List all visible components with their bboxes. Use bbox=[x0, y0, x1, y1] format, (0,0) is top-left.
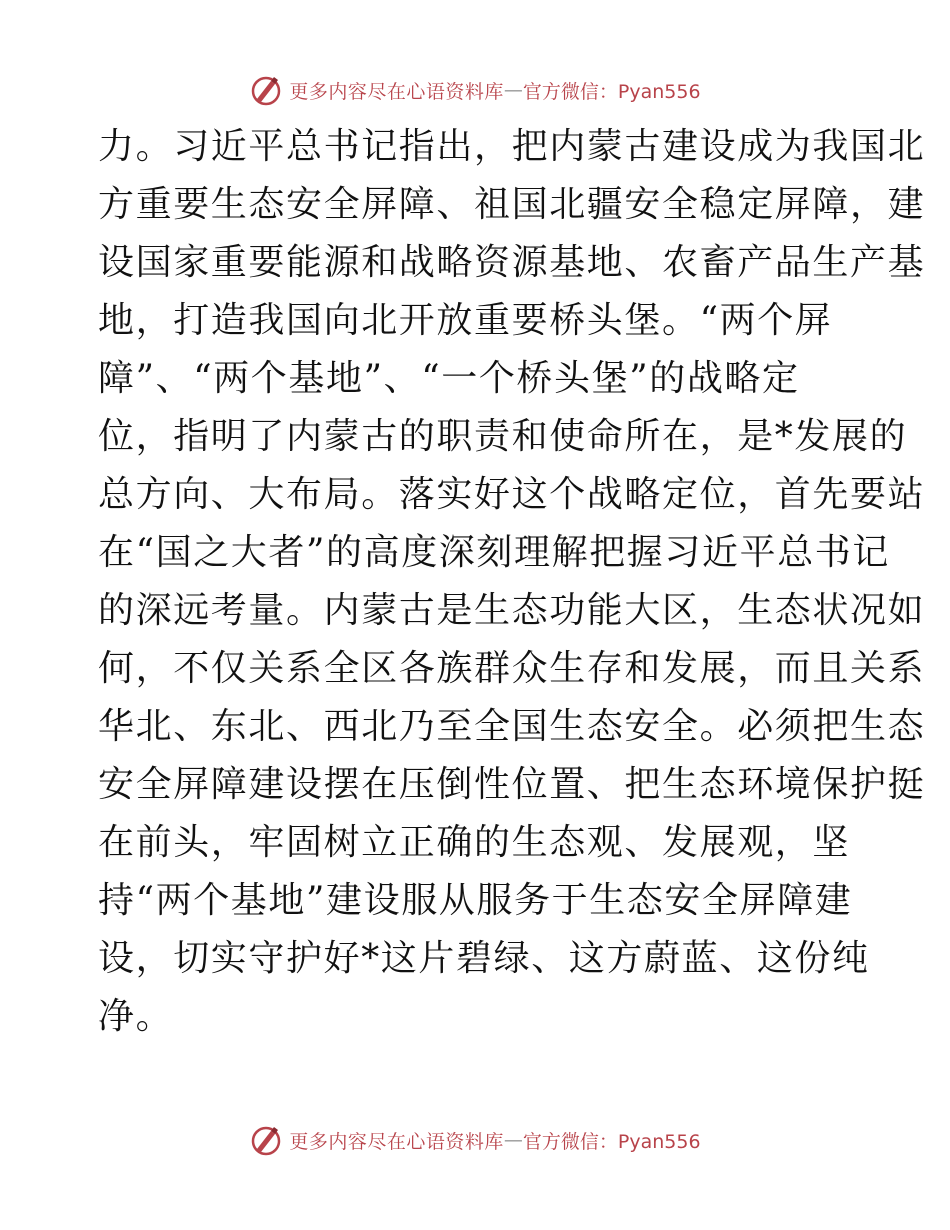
text-line: 华北、东北、西北乃至全国生态安全。必须把生态 bbox=[98, 706, 926, 747]
text-line: 在“国之大者”的高度深刻理解把握习近平总书记 bbox=[98, 532, 891, 573]
text-line: 净。 bbox=[98, 996, 174, 1037]
footer-watermark bbox=[0, 1120, 950, 1160]
watermark-wechat: 官方微信：Pyan556 bbox=[522, 1130, 701, 1153]
watermark-title: 更多内容尽在心语资料库 bbox=[289, 1130, 504, 1153]
text-line: 何，不仅关系全区各族群众生存和发展，而且关系 bbox=[98, 648, 926, 689]
header-watermark bbox=[0, 70, 950, 110]
watermark-dash: — bbox=[503, 79, 523, 101]
text-line: 障”、“两个基地”、“一个桥头堡”的战略定 bbox=[98, 358, 800, 399]
text-line: 力。习近平总书记指出，把内蒙古建设成为我国北 bbox=[98, 126, 926, 167]
text-line: 总方向、大布局。落实好这个战略定位，首先要站 bbox=[98, 474, 926, 515]
text-line: 方重要生态安全屏障、祖国北疆安全稳定屏障，建 bbox=[98, 184, 926, 225]
text-line: 位，指明了内蒙古的职责和使命所在，是*发展的 bbox=[98, 416, 908, 457]
document-body bbox=[98, 118, 926, 1046]
text-line: 的深远考量。内蒙古是生态功能大区，生态状况如 bbox=[98, 590, 926, 631]
watermark-title: 更多内容尽在心语资料库 bbox=[289, 80, 504, 103]
text-line: 地，打造我国向北开放重要桥头堡。“两个屏 bbox=[98, 300, 833, 341]
text-line: 设国家重要能源和战略资源基地、农畜产品生产基 bbox=[98, 242, 926, 283]
pen-logo-icon bbox=[249, 73, 283, 107]
text-line: 在前头，牢固树立正确的生态观、发展观，坚 bbox=[98, 822, 851, 863]
pen-logo-icon bbox=[249, 1123, 283, 1157]
text-line: 安全屏障建设摆在压倒性位置、把生态环境保护挺 bbox=[98, 764, 926, 805]
watermark-dash: — bbox=[503, 1129, 523, 1151]
text-line: 持“两个基地”建设服从服务于生态安全屏障建 bbox=[98, 880, 853, 921]
text-line: 设，切实守护好*这片碧绿、这方蔚蓝、这份纯 bbox=[98, 938, 870, 979]
watermark-wechat: 官方微信：Pyan556 bbox=[522, 80, 701, 103]
